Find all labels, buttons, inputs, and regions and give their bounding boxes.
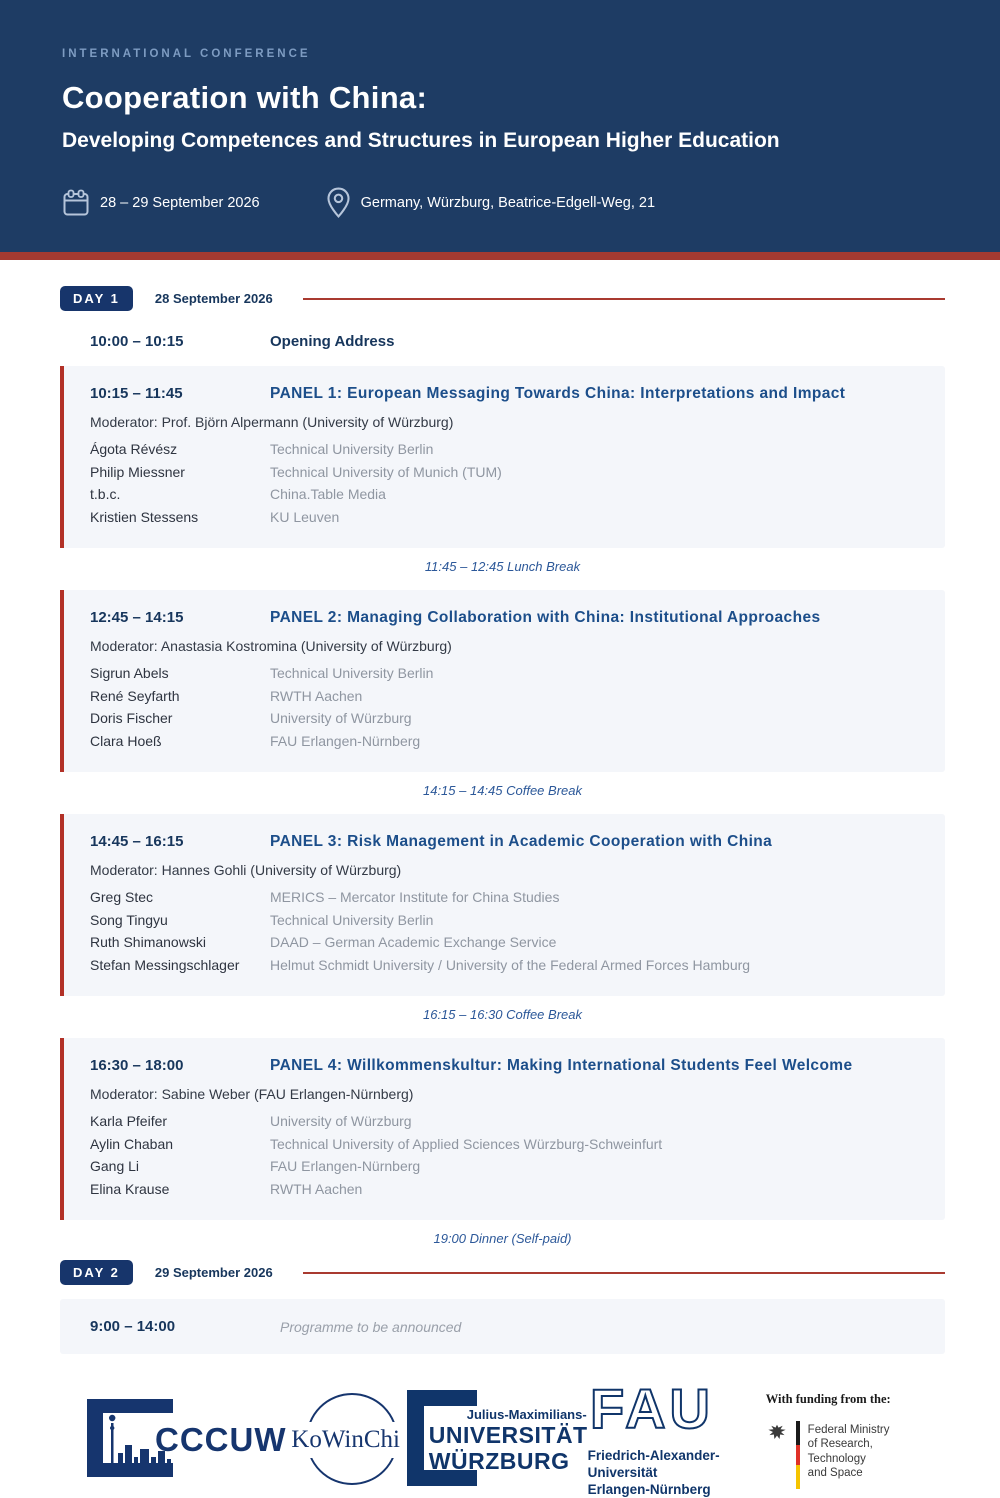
panel-4-time: 16:30 – 18:00 [90, 1057, 184, 1074]
speaker-row: Kristien Stessens KU Leuven [90, 508, 340, 525]
speaker-row: Elina Krause RWTH Aachen [90, 1180, 363, 1197]
header-meta [62, 187, 945, 218]
panel-2-moderator: Moderator: Anastasia Kostromina (University of Würzburg) [90, 638, 452, 654]
partner-logos [60, 1384, 945, 1496]
panel-4-moderator: Moderator: Sabine Weber (FAU Erlangen-Nürnberg) [90, 1086, 414, 1102]
ministry-logo [766, 1392, 907, 1489]
speaker-row: Ruth Shimanowski DAAD – German Academic Exchange Service [90, 934, 557, 950]
day2-badge: DAY 2 [60, 1260, 133, 1285]
day1-header [60, 286, 945, 311]
day2-time: 9:00 – 14:00 [90, 1318, 176, 1335]
panel-2-card [60, 590, 945, 772]
speaker-row: Ágota Révész Technical University Berlin [90, 441, 434, 457]
opening-title: Opening Address [270, 333, 395, 350]
speaker-row: Song Tingyu Technical University Berlin [90, 911, 434, 928]
day1-date: 28 September 2026 [154, 291, 273, 306]
conference-subtitle: Developing Competences and Structures in European Higher Education [62, 129, 780, 152]
panel-1-card [60, 366, 945, 548]
panel-1-time: 10:15 – 11:45 [90, 385, 183, 402]
location-pin-icon [326, 187, 351, 218]
panel-3-time: 14:45 – 16:15 [90, 833, 184, 850]
cccuw-logo [85, 1397, 286, 1484]
opening-address-row [90, 333, 945, 350]
conference-dates: 28 – 29 September 2026 [100, 194, 260, 211]
panel-2-time: 12:45 – 14:15 [90, 609, 184, 626]
speaker-row: Aylin Chaban Technical University of Applied Sciences Würzburg-Schweinfurt [90, 1135, 663, 1152]
conference-header [0, 0, 1000, 252]
speaker-row: Sigrun Abels Technical University Berlin [90, 665, 434, 681]
panel-3-title: PANEL 3: Risk Management in Academic Cooperation with China [270, 833, 773, 850]
panel-1-title: PANEL 1: European Messaging Towards China: Interpretations and Impact [270, 385, 846, 402]
conference-location: Germany, Würzburg, Beatrice-Edgell-Weg, 21 [360, 194, 656, 211]
day1-badge: DAY 1 [60, 286, 133, 311]
programme [0, 260, 1000, 1496]
speaker-row: Stefan Messingschlager Helmut Schmidt University / University of the Federal Armed Forces Hamburg [90, 956, 751, 973]
svg-text:FAU: FAU [589, 1382, 714, 1438]
speaker-row: Karla Pfeifer University of Würzburg [90, 1113, 412, 1129]
fau-acronym-outline [588, 1382, 748, 1438]
header-accent-bar [0, 252, 1000, 260]
ministry-line1: Federal Ministry [807, 1423, 890, 1436]
kowinchi-wordmark: KoWinChi [289, 1422, 402, 1458]
lunch-break-note: 11:45 – 12:45 Lunch Break [424, 559, 581, 574]
panel-3-card [60, 814, 945, 996]
opening-time: 10:00 – 10:15 [90, 333, 184, 350]
funding-note: With funding from the: [765, 1391, 891, 1406]
conference-title: Cooperation with China: [62, 80, 428, 115]
eyebrow-label: INTERNATIONAL CONFERENCE [62, 48, 311, 60]
fau-line2: Erlangen-Nürnberg [587, 1482, 711, 1497]
speaker-row: Greg Stec MERICS – Mercator Institute for China Studies [90, 889, 560, 905]
panel-3-moderator: Moderator: Hannes Gohli (University of Würzburg) [90, 862, 402, 878]
fau-line1: Friedrich-Alexander-Universität [587, 1448, 720, 1480]
speaker-row: Clara Hoeß FAU Erlangen-Nürnberg [90, 732, 421, 749]
panel-4-card [60, 1038, 945, 1220]
day2-header [60, 1260, 945, 1285]
speaker-row: t.b.c. China.Table Media [90, 486, 386, 502]
panel-1-moderator: Moderator: Prof. Björn Alpermann (University of Würzburg) [90, 414, 454, 430]
cccuw-wordmark: CCCUW [155, 1421, 287, 1458]
panel-4-title: PANEL 4: Willkommenskultur: Making International Students Feel Welcome [270, 1057, 853, 1074]
wuerzburg-line2: UNIVERSITÄT [428, 1421, 588, 1448]
speaker-row: René Seyfarth RWTH Aachen [90, 687, 363, 704]
ministry-line2: of Research, Technology [807, 1438, 873, 1465]
coffee-break-note: 16:15 – 16:30 Coffee Break [422, 1007, 582, 1022]
uni-wuerzburg-logo [405, 1388, 588, 1493]
ministry-line3: and Space [807, 1467, 863, 1479]
fau-logo [588, 1382, 766, 1498]
german-flag-stripe [796, 1421, 800, 1489]
kowinchi-logo [286, 1393, 404, 1487]
speaker-row: Philip Miessner Technical University of Munich (TUM) [90, 463, 502, 480]
day2-card [60, 1299, 945, 1354]
day2-note: Programme to be announced [280, 1318, 462, 1335]
day1-divider-line [303, 298, 945, 300]
federal-eagle-icon [766, 1421, 788, 1489]
calendar-icon [62, 189, 90, 217]
day2-date: 29 September 2026 [154, 1265, 273, 1280]
speaker-row: Gang Li FAU Erlangen-Nürnberg [90, 1158, 421, 1174]
coffee-break-note: 14:15 – 14:45 Coffee Break [422, 783, 582, 798]
day2-divider-line [303, 1272, 945, 1274]
panel-2-title: PANEL 2: Managing Collaboration with China: Institutional Approaches [270, 609, 821, 626]
speaker-row: Doris Fischer University of Würzburg [90, 710, 412, 726]
wuerzburg-line1: Julius-Maximilians- [466, 1406, 587, 1422]
dinner-note: 19:00 Dinner (Self-paid) [433, 1231, 572, 1246]
wuerzburg-line3: WÜRZBURG [428, 1447, 570, 1474]
